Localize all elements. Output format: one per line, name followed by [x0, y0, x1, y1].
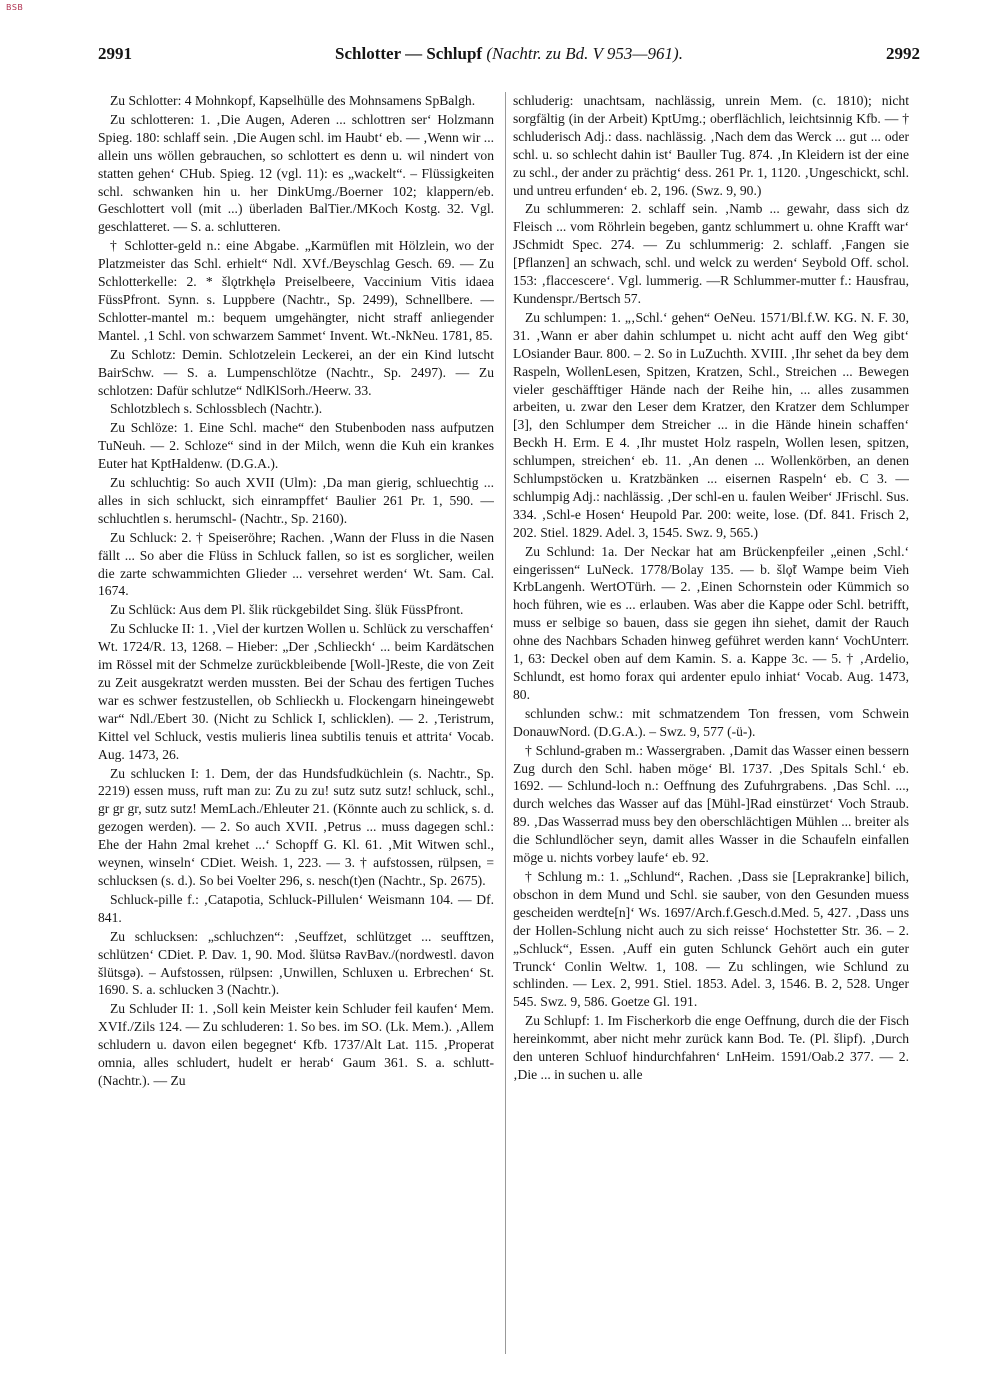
entry-paragraph: Schluck-pille f.: ‚Catapotia, Schluck-Pillulen‘ Weismann 104. — Df. 841.: [98, 891, 494, 925]
entry-paragraph: Schlotzblech s. Schlossblech (Nachtr.).: [110, 401, 323, 417]
entry-paragraph: Zu Schluck: 2. † Speiseröhre; Rachen. ‚Wann der Fluss in die Nasen fällt ... So aber die Flüss in Schluck fallen, so ist es sorglicher, weilen die zarte schwammichten Glieder ... versehret werden‘ Wt. Sam. Cal. 1674.: [98, 529, 494, 599]
entry-paragraph: schlunden schw.: mit schmatzendem Ton fressen, vom Schwein DonauwNord. (D.G.A.). – Swz. 9, 577 (-ü-).: [513, 705, 909, 739]
running-title: [98, 44, 920, 64]
left-column: [98, 92, 494, 1354]
entry-paragraph: † Schlotter-geld n.: eine Abgabe. „Karmüflen mit Hölzlein, wo der Platzmeister das Schl. erhielt“ Ndl. XVf./Beyschlag Gesch. 69. — Zu Schlotterkelle: 2. * šlǫtrkhęlə Preiselbeere, Vaccinium Vitis idaea FüssPfront. Synn. s. Luppbere (Nachtr., Sp. 2499), Schnellbere. — Schlotter-mantel m.: bequem umgehängter, nicht straff anliegender Mantel. ‚1 Schl. von schwarzem Sammet‘ Invent. Wt.-NkNeu. 1781, 85.: [98, 238, 494, 343]
entry-paragraph-continued: schluderig: unachtsam, nachlässig, unrein Mem. (c. 1810); nicht sorgfältig (in der Arbeit) KptUmg.; oberflächlich, leichtsinnig Kfb. — † schluderisch Adj.: dass. nachlässig. ‚Nach dem das Werck ... gut ... oder schl. u. so schlecht dahin ist‘ Bauller Tug. 874. ‚In Kleidern ist der eine zu schl., der ander zu prächtig‘ dess. 261 Pr. 1, 1120. ‚Ungeschickt, schl. und untreu erfunden‘ eb. 2, 196. (Swz. 9, 90.): [513, 93, 909, 198]
running-title-main: Schlotter — Schlupf: [335, 44, 483, 63]
page-header: [98, 44, 920, 70]
entry-paragraph: Zu schlotteren: 1. ‚Die Augen, Aderen ... schlottren ser‘ Holzmann Spieg. 180: schlaff sein. ‚Die Augen schl. im Haubt‘ eb. — ‚Wenn wir ... allein uns wöllen gebrauchen, so schlottert es denn u. wil nindert von statten gehen‘ CHub. Spieg. 12 (vgl. 11): es „wackelt“. – Flüssigkeiten schl. schwanken hin u. her DinkUmg./Boerner 102; klappern/eb. Geschlottert voll (mit ...) überladen BalTier./MKoch Kostg. 32. Vgl. geschlatteret. — S. a. schlutteren.: [98, 111, 494, 235]
entry-paragraph: Zu Schluder II: 1. ‚Soll kein Meister kein Schluder feil kaufen‘ Mem. XVIf./Zils 124. — Zu schluderen: 1. So bes. im SO. (Lk. Mem.). ‚Allem schludern u. davon eilen begegnet‘ Kfb. 1737/Alt Lat. 115. ‚Properat omnia, alles schludert, hudelt er herab‘ Gaum 361. S. a. schlutt- (Nachtr.). — Zu: [98, 1001, 494, 1088]
entry-paragraph: Zu Schlucke II: 1. ‚Viel der kurtzen Wollen u. Schlück zu verschaffen‘ Wt. 1724/R. 13, 1268. – Hieber: „Der ‚Schlieckh‘ ... beim Kardätschen im Rössel mit der Schmelze zurückbleibende [Woll-]Reste, die von Zeit zu Zeit ausgekratzt werden mussten. Bei der Schau des fertigen Tuches war es schwer festzustellen, ob Schlieckh u. Flockengarn hineingewebt war“ Ndl./Ebert 30. (Nicht zu Schlick I, schlicklen). — 2. ‚Teristrum, Kittel vel Schluck, vestis mulieris linea subtilis tenuis et attrita‘ Vocab. Aug. 1473, 26.: [98, 621, 494, 762]
entry-paragraph: Zu Schlück: Aus dem Pl. šlik rückgebildet Sing. šlük FüssPfront.: [110, 602, 464, 618]
entry-paragraph: † Schlung m.: 1. „Schlund“, Rachen. ‚Dass sie [Leprakranke] bilich, obschon in dem Mund und Schl. sie sauber, von den Gesunden muess gescheiden werdte[n]‘ Ws. 1697/Arch.f.Gesch.d.Med. 5, 427. ‚Dass uns der Hollen-Schlung nicht auch zu sich reisse‘ Hochstetter Str. 36. – 2. „Schluck“, Essen. ‚Auff ein guten Schlunck Gehört auch ein guter Trunck‘ Conlin Weltw. 1, 108. — Zu schlingen, wie Schlund zu schlinden. — Lex. 2, 991. Stiel. 1853. Adel. 3, 1546. B. 2, 528. Unger 545. Swz. 9, 586. Goetze Gl. 191.: [513, 868, 909, 1010]
page-number-right: 2992: [886, 44, 920, 63]
entry-paragraph: Zu Schlupf: 1. Im Fischerkorb die enge Oeffnung, durch die der Fisch hereinkommt, aber nicht mehr zurück kann Bod. Te. (Pl. šlipf). ‚Durch den unteren Schluof hindurchfahren‘ LnHeim. 1591/Oab.2 377. — 2. ‚Die ... in suchen u. alle: [513, 1013, 909, 1082]
entry-paragraph: Zu schlumpen: 1. „‚Schl.‘ gehen“ OeNeu. 1571/Bl.f.W. KG. N. F. 30, 31. ‚Wann er aber dahin schlumpet u. nicht acht auff den Weg gibt‘ LOsiander Baur. 800. – 2. So in LuZuchth. XVIII. ‚Ihr sehet da bey dem Raspeln, WollenLesen, Spitzen, Kratzen, Schl., Streichen ... Bewegen vieler geschäfftiger Hände nach der Reihe hin, ... alles zusammen arbeiten, u. zwar den Leser dem Kratzer, den Kratzer dem Schlumper [3], den Schlumper dem Streicher ... in die Hände hinein schaffen‘ Beckh H. Erm. E 4. ‚Ihr mustet Holz raspeln, Wollen lesen, spitzen, schlumpen, streichen‘ eb. 11. ‚An denen ... Wollenkörben, an denen Schlumpstöcken u. Kratzbänken ... eisernen Raspeln‘ eb. C 3. — schlumpig Adj.: nachlässig. ‚Der schl-en u. faulen Weiber‘ JFrischl. Sus. 334. ‚Schl-e Hosen‘ Heupold Par. 200: weite, lose. (Df. 841. Frisch 2, 202. Stiel. 1829. Adel. 3, 1545. Swz. 9, 565.): [513, 309, 909, 540]
page-number-left: 2991: [98, 44, 132, 63]
entry-paragraph: Zu Schlund: 1a. Der Neckar hat am Brückenpfeiler „einen ‚Schl.‘ eingerissen“ LuNeck. 1778/Bolay 135. — b. šlǫ̃t Wampe beim Vieh KrbLangenh. WertOTürh. — 2. ‚Einen Schornstein oder Kümmich so hoch führen, wie es ... erlauben. Was aber die Kappe oder Schl. betrifft, muss er selbige so bauen, dass sie gegen ihn siehet, damit der Rauch ohne des Nachbars Schaden hinweg geführet werden kann‘ VochUnterr. 1, 63: Deckel oben auf dem Kamin. S. a. Kappe 3c. — 5. † ‚Ardelio, Schlundt, est homo forax qui ardenter epulo inhiat‘ Vocab. Aug. 1473, 80.: [513, 543, 909, 702]
entry-paragraph: Zu schluchtig: So auch XVII (Ulm): ‚Da man gierig, schluechtig ... alles in sich schluckt, sich einrampffet‘ Baulier 261 Pr. 1, 590. — schluchtlen s. herumschl- (Nachtr., Sp. 2160).: [98, 475, 494, 526]
right-column: [513, 92, 909, 1354]
entry-paragraph: † Schlund-graben m.: Wassergraben. ‚Damit das Wasser einen bessern Zug durch den Schl. haben möge‘ Bl. 1737. ‚Des Spitals Schl.‘ eb. 1692. — Schlund-loch n.: Oeffnung des Zufuhrgrabens. ‚Das Schl. ..., durch welches das Wasser auf das [Mühl-]Rad einstürzet‘ Voch Straub. 89. ‚Das Wasserrad muss bey den oberschlächtigen Mühlen ... breiter als die Schlundlöcher seyn, damit alles Wasser in die Schaufeln einfallen möge u. nichts vorbey laufe‘ eb. 92.: [513, 742, 909, 866]
library-stamp: BSB: [6, 3, 24, 12]
entry-paragraph: Zu schlummeren: 2. schlaff sein. ‚Namb ... gewahr, dass sich dz Fleisch ... vom Röhrlein begeben, gantz schlummert u. ohne Krafft war‘ JSchmidt Spec. 274. — Zu schlummerig: 2. schlaff. ‚Fangen sie [Pflanzen] an schwach, schl. und welck zu werden‘ Seybold Off. schol. 153: ‚flaccescere‘. Vgl. lummerig. —R Schlummer-mutter f.: Hausfrau, Kundenspr./Bertsch 57.: [513, 201, 909, 306]
column-divider: [505, 92, 506, 1354]
entry-paragraph: Zu Schlöze: 1. Eine Schl. mache“ den Stubenboden nass aufputzen TuNeuh. — 2. Schloze“ sind in der Milch, wenn die Kuh ein krankes Euter hat KptHaldenw. (D.G.A.).: [98, 420, 494, 472]
entry-paragraph: Zu Schlotz: Demin. Schlotzelein Leckerei, an der ein Kind lutscht BairSchw. — S. a. Lumpenschlötze (Nachtr., Sp. 2497). — Zu schlotzen: Dafür schlutze“ NdlKlSorh./Heerw. 33.: [98, 346, 494, 398]
running-title-reference: (Nachtr. zu Bd. V 953—961).: [486, 44, 683, 63]
entry-paragraph: Zu schlucksen: „schluchzen“: ‚Seuffzet, schlützget ... seufftzen, schlützen‘ CDiet. P. Dav. 1, 90. Mod. šlütsə RavBav./(nordwestl. davon šlütsgə). – Aufstossen, rülpsen: ‚Unwillen, Schluxen u. Erbrechen‘ St. 1690. S. a. schlucken 3 (Nachtr.).: [98, 928, 494, 998]
entry-paragraph: Zu schlucken I: 1. Dem, der das Hundsfudküchlein (s. Nachtr., Sp. 2219) essen muss, ruft man zu: Zu zu zu! sutz sutz sutz! schluck, schl., gr gr gr, sutz sutz! MemLach./Ehleuter 21. (Könnte auch zu schlick, s. d. gezogen werden). — 2. So auch XVII. ‚Petrus ... muss dagegen schl.: Ehe der Hahn 2mal krehet ...‘ Schopff G. Kl. 61. ‚Mit Witwen schl., weynen, winseln‘ CDiet. Weish. 1, 223. — 3. † aufstossen, rülpsen, = schlucksen (s. d.). So bei Voelter 296, s. nesch(t)en (Nachtr., Sp. 2675).: [98, 765, 494, 888]
entry-paragraph: Zu Schlotter: 4 Mohnkopf, Kapselhülle des Mohnsamens SpBalgh.: [110, 93, 476, 108]
